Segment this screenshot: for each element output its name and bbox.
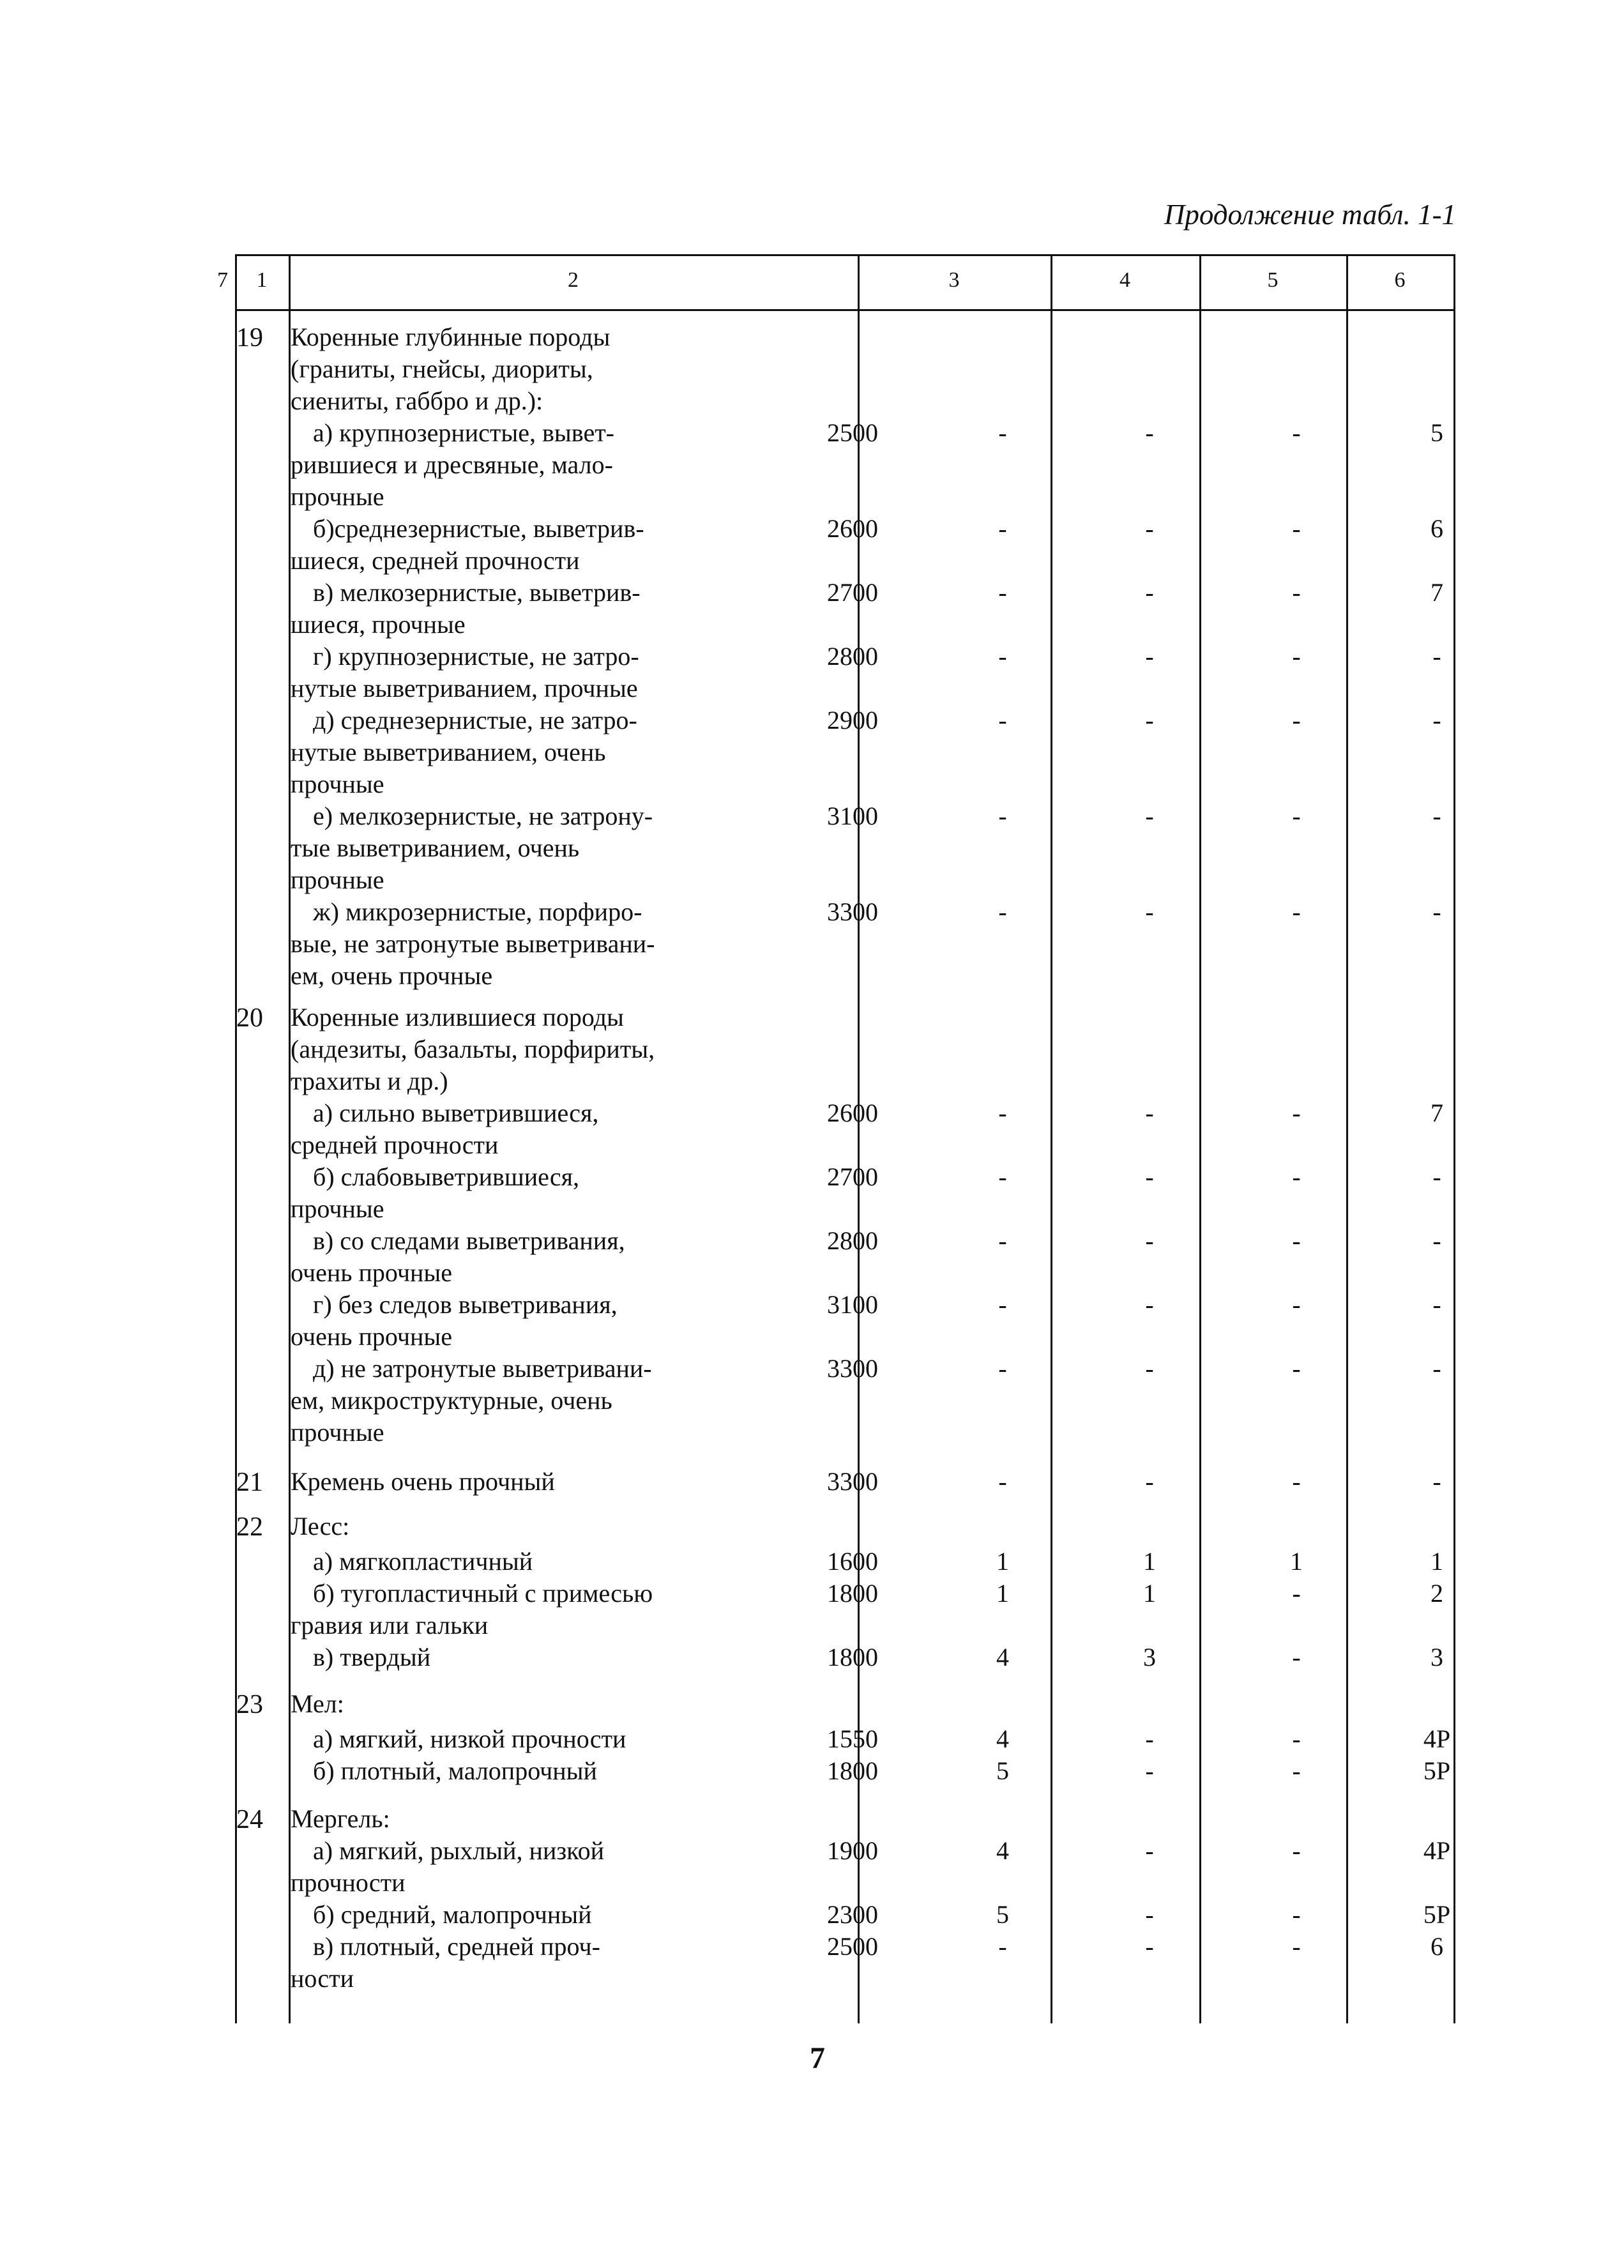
cell-c4: -	[998, 1932, 1007, 1961]
cell-c4: -	[998, 1099, 1007, 1127]
cell-c5: -	[1145, 1467, 1154, 1496]
cell-c3: 2800	[827, 642, 878, 671]
cell-c3: 1800	[827, 1643, 878, 1671]
description-line: а) сильно выветрившиеся,	[313, 1099, 599, 1127]
description-line: прочности	[291, 1868, 406, 1897]
description-line: шиеся, средней прочности	[291, 546, 580, 575]
description-line: ем, микроструктурные, очень	[291, 1386, 612, 1415]
cell-c3: 2500	[827, 418, 878, 447]
cell-c5: -	[1145, 1290, 1154, 1319]
description-line: вые, не затронутые выветривани-	[291, 929, 655, 958]
cell-c3: 1900	[827, 1836, 878, 1865]
description-line: б) средний, малопрочный	[313, 1900, 592, 1929]
table-caption: Продолжение табл. 1-1	[1164, 199, 1456, 231]
cell-c5: -	[1145, 1099, 1154, 1127]
cell-c3: 2700	[827, 578, 878, 607]
cell-c5: -	[1145, 1932, 1154, 1961]
cell-c5: -	[1145, 578, 1154, 607]
description-line: прочные	[291, 865, 384, 894]
cell-c7: 2	[1430, 1579, 1443, 1608]
cell-c4: -	[998, 418, 1007, 447]
cell-c4: 1	[996, 1547, 1009, 1576]
cell-c4: 5	[996, 1756, 1009, 1785]
description-line: б)среднезернистые, выветрив-	[313, 514, 644, 543]
cell-c5: -	[1145, 642, 1154, 671]
description-line: в) мелкозернистые, выветрив-	[313, 578, 641, 607]
cell-c6: -	[1292, 897, 1301, 926]
cell-c3: 1600	[827, 1547, 878, 1576]
column-divider	[235, 254, 237, 2023]
cell-c4: 4	[996, 1643, 1009, 1671]
description-line: Коренные излившиеся породы	[291, 1003, 624, 1031]
cell-c7: 5Р	[1423, 1900, 1451, 1929]
cell-c4: -	[998, 514, 1007, 543]
row-number: 22	[236, 1512, 263, 1542]
cell-c7: 4Р	[1423, 1836, 1451, 1865]
cell-c6: -	[1292, 802, 1301, 830]
row-number: 20	[236, 1003, 263, 1033]
description-line: Мергель:	[291, 1804, 390, 1833]
page-number: 7	[810, 2041, 825, 2075]
cell-c7: -	[1432, 1354, 1441, 1383]
cell-c4: 1	[996, 1579, 1009, 1608]
cell-c3: 2900	[827, 706, 878, 734]
cell-c7: 4Р	[1423, 1724, 1451, 1753]
cell-c6: -	[1292, 1162, 1301, 1191]
header-bottom-border	[235, 309, 1453, 311]
cell-c3: 3300	[827, 1354, 878, 1383]
description-line: г) без следов выветривания,	[313, 1290, 618, 1319]
description-line: гравия или гальки	[291, 1611, 489, 1640]
description-line: трахиты и др.)	[291, 1067, 448, 1095]
cell-c7: -	[1432, 897, 1441, 926]
header-cell: 7	[217, 268, 228, 292]
description-line: прочные	[291, 1418, 384, 1447]
description-line: в) плотный, средней проч-	[313, 1932, 600, 1961]
cell-c6: -	[1292, 1724, 1301, 1753]
cell-c6: -	[1292, 642, 1301, 671]
cell-c4: -	[998, 802, 1007, 830]
description-line: ности	[291, 1964, 354, 1993]
cell-c6: -	[1292, 706, 1301, 734]
description-line: д) не затронутые выветривани-	[313, 1354, 652, 1383]
data-table	[217, 254, 1455, 2023]
cell-c7: 3	[1430, 1643, 1443, 1671]
cell-c6: -	[1292, 1756, 1301, 1785]
cell-c5: -	[1145, 706, 1154, 734]
header-cell: 6	[1394, 268, 1406, 292]
header-cell: 5	[1267, 268, 1279, 292]
description-line: прочные	[291, 1194, 384, 1223]
description-line: а) мягкопластичный	[313, 1547, 533, 1576]
description-line: в) твердый	[313, 1643, 431, 1671]
cell-c4: 5	[996, 1900, 1009, 1929]
cell-c7: 5Р	[1423, 1756, 1451, 1785]
description-line: прочные	[291, 482, 384, 511]
description-line: ж) микрозернистые, порфиро-	[313, 897, 642, 926]
row-number: 21	[236, 1468, 263, 1497]
cell-c4: -	[998, 1467, 1007, 1496]
row-number: 19	[236, 323, 263, 353]
cell-c3: 2800	[827, 1226, 878, 1255]
description-line: нутые выветриванием, прочные	[291, 674, 638, 703]
cell-c7: -	[1432, 1162, 1441, 1191]
cell-c6: -	[1292, 1900, 1301, 1929]
header-cell: 4	[1119, 268, 1130, 292]
description-line: а) мягкий, низкой прочности	[313, 1724, 626, 1753]
cell-c4: 4	[996, 1724, 1009, 1753]
row-description	[291, 321, 929, 417]
cell-c6: -	[1292, 514, 1301, 543]
description-line: Мел:	[291, 1689, 344, 1718]
cell-c5: -	[1145, 1724, 1154, 1753]
cell-c4: -	[998, 1162, 1007, 1191]
cell-c5: -	[1145, 1162, 1154, 1191]
cell-c7: 5	[1430, 418, 1443, 447]
cell-c6: -	[1292, 418, 1301, 447]
row-description	[291, 1511, 929, 1542]
cell-c7: -	[1432, 1226, 1441, 1255]
cell-c5: -	[1145, 418, 1154, 447]
cell-c7: 6	[1430, 514, 1443, 543]
cell-c6: -	[1292, 578, 1301, 607]
description-line: в) со следами выветривания,	[313, 1226, 625, 1255]
cell-c3: 1800	[827, 1756, 878, 1785]
description-line: г) крупнозернистые, не затро-	[313, 642, 639, 671]
cell-c7: -	[1432, 642, 1441, 671]
cell-c6: 1	[1290, 1547, 1303, 1576]
table-top-border	[235, 254, 1453, 256]
description-line: очень прочные	[291, 1258, 453, 1287]
cell-c7: -	[1432, 802, 1441, 830]
description-line: очень прочные	[291, 1322, 453, 1351]
cell-c6: -	[1292, 1643, 1301, 1671]
cell-c5: -	[1145, 514, 1154, 543]
description-line: Коренные глубинные породы	[291, 323, 611, 351]
description-line: б) слабовыветрившиеся,	[313, 1162, 580, 1191]
cell-c5: -	[1145, 1756, 1154, 1785]
row-number: 23	[236, 1690, 263, 1719]
description-line: сиениты, габбро и др.):	[291, 386, 543, 415]
cell-c7: 1	[1430, 1547, 1443, 1576]
description-line: шиеся, прочные	[291, 610, 466, 639]
cell-c4: -	[998, 1290, 1007, 1319]
description-line: прочные	[291, 770, 384, 798]
cell-c3: 3100	[827, 802, 878, 830]
cell-c5: -	[1145, 897, 1154, 926]
cell-c5: 1	[1143, 1579, 1156, 1608]
description-line: е) мелкозернистые, не затрону-	[313, 802, 653, 830]
cell-c4: -	[998, 578, 1007, 607]
row-description	[291, 1688, 929, 1720]
cell-c4: -	[998, 1226, 1007, 1255]
cell-c4: 4	[996, 1836, 1009, 1865]
cell-c5: -	[1145, 802, 1154, 830]
cell-c7: -	[1432, 1467, 1441, 1496]
description-line: нутые выветриванием, очень	[291, 738, 606, 766]
cell-c3: 3300	[827, 1467, 878, 1496]
cell-c6: -	[1292, 1579, 1301, 1608]
cell-c5: -	[1145, 1354, 1154, 1383]
cell-c6: -	[1292, 1226, 1301, 1255]
cell-c5: 1	[1143, 1547, 1156, 1576]
cell-c7: -	[1432, 706, 1441, 734]
cell-c4: -	[998, 706, 1007, 734]
cell-c5: 3	[1143, 1643, 1156, 1671]
cell-c6: -	[1292, 1290, 1301, 1319]
cell-c6: -	[1292, 1932, 1301, 1961]
header-cell: 3	[948, 268, 960, 292]
description-line: средней прочности	[291, 1130, 499, 1159]
cell-c3: 3100	[827, 1290, 878, 1319]
cell-c4: -	[998, 642, 1007, 671]
header-cell: 1	[256, 268, 268, 292]
cell-c7: 7	[1430, 578, 1443, 607]
cell-c6: -	[1292, 1467, 1301, 1496]
description-line: ем, очень прочные	[291, 961, 493, 990]
description-line: б) тугопластичный с примесью	[313, 1579, 653, 1608]
header-cell: 2	[568, 268, 579, 292]
cell-c3: 2600	[827, 1099, 878, 1127]
cell-c3: 1550	[827, 1724, 878, 1753]
cell-c3: 2300	[827, 1900, 878, 1929]
cell-c6: -	[1292, 1099, 1301, 1127]
description-line: а) мягкий, рыхлый, низкой	[313, 1836, 604, 1865]
cell-c4: -	[998, 897, 1007, 926]
cell-c7: 6	[1430, 1932, 1443, 1961]
description-line: (андезиты, базальты, порфириты,	[291, 1035, 655, 1063]
cell-c6: -	[1292, 1836, 1301, 1865]
cell-c6: -	[1292, 1354, 1301, 1383]
cell-c3: 1800	[827, 1579, 878, 1608]
cell-c5: -	[1145, 1836, 1154, 1865]
cell-c3: 2600	[827, 514, 878, 543]
description-line: (граниты, гнейсы, диориты,	[291, 354, 593, 383]
description-line: Кремень очень прочный	[291, 1467, 555, 1496]
description-line: а) крупнозернистые, вывет-	[313, 418, 614, 447]
row-description	[291, 1001, 929, 1097]
cell-c3: 3300	[827, 897, 878, 926]
cell-c3: 2700	[827, 1162, 878, 1191]
description-line: б) плотный, малопрочный	[313, 1756, 597, 1785]
description-line: тые выветриванием, очень	[291, 833, 580, 862]
row-description	[291, 1803, 929, 1835]
cell-c4: -	[998, 1354, 1007, 1383]
cell-c3: 2500	[827, 1932, 878, 1961]
description-line: д) среднезернистые, не затро-	[313, 706, 637, 734]
description-line: Лесс:	[291, 1512, 350, 1541]
description-line: рившиеся и дресвяные, мало-	[291, 450, 613, 479]
cell-c5: -	[1145, 1226, 1154, 1255]
row-number: 24	[236, 1805, 263, 1834]
cell-c7: 7	[1430, 1099, 1443, 1127]
cell-c5: -	[1145, 1900, 1154, 1929]
cell-c7: -	[1432, 1290, 1441, 1319]
